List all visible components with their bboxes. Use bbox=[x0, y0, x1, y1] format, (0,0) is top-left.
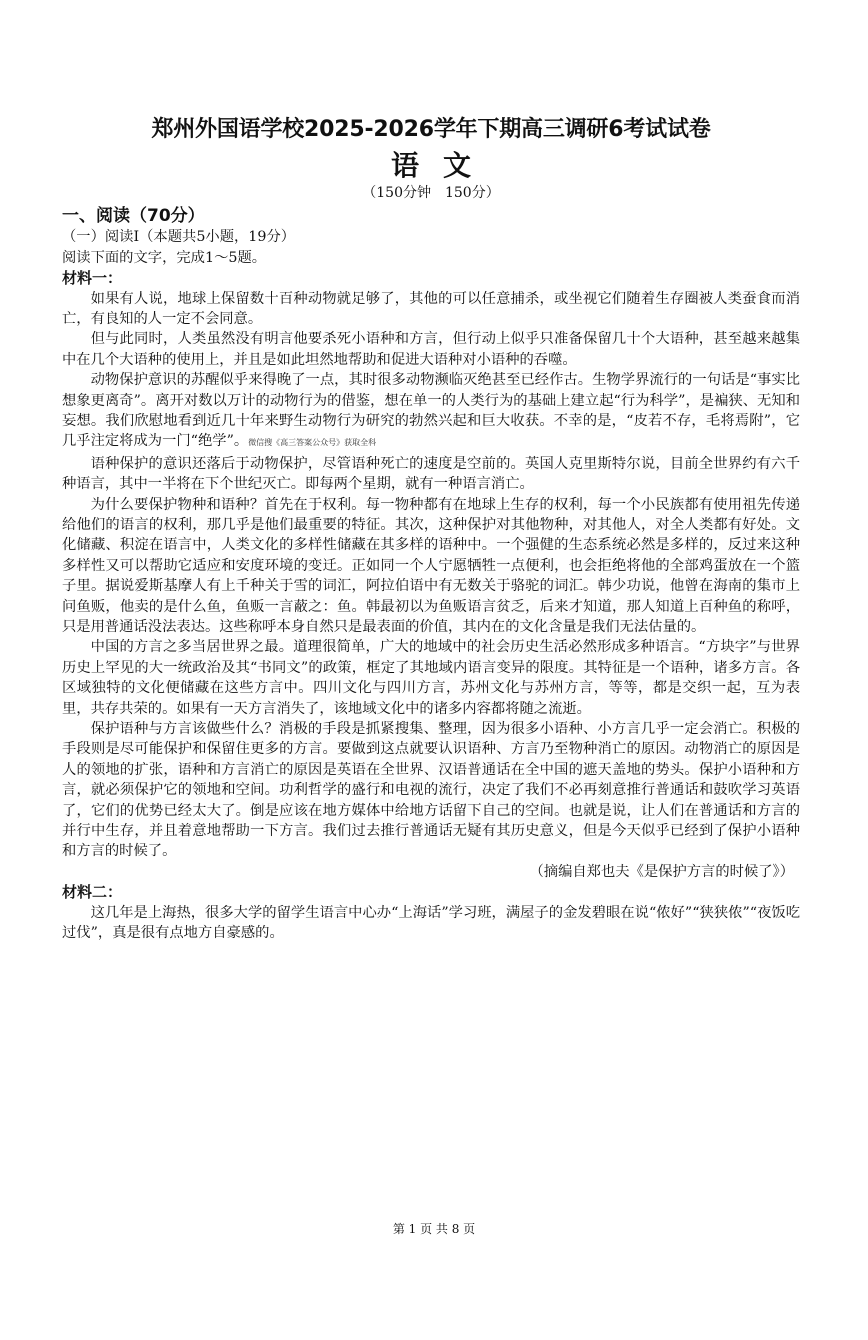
material-one-source: （摘编自郑也夫《是保护方言的时候了》） bbox=[529, 863, 794, 880]
section-title: 一、阅读（70分） bbox=[62, 206, 205, 226]
material-one-title: 材料一： bbox=[62, 269, 123, 287]
material-one-paragraph-5: 为什么要保护物种和语种？首先在于权利。每一物种都有在地球上生存的权利，每一个小民族都有使用祖先传递给他们的语言的权利，那几乎是他们最重要的特征。其次，这种保护对其他物种，对其他人，对全人类都有好处。文化储藏、积淀在语言中，人类文化的多样性储藏在其多样的语种中。一个强健的生态系统必然是多样的，反过来这种多样性又可以帮助它适应和安度环境的变迁。正如同一个人宁愿牺牲一点便利，也会拒绝将他的全部鸡蛋放在一个篮子里。据说爱斯基摩人有上千种关于雪的词汇，阿拉伯语中有无数关于骆驼的词汇。韩少功说，他曾在海南的集市上问鱼贩，他卖的是什么鱼，鱼贩一言蔽之：鱼。韩最初以为鱼贩语言贫乏，后来才知道，那人知道上百种鱼的称呼，只是用普通话没法表达。这些称呼本身自然只是最表面的价值，其内在的文化含量是我们无法估量的。 bbox=[62, 496, 800, 635]
material-one-paragraph-2: 但与此同时，人类虽然没有明言他要杀死小语种和方言，但行动上似乎只准备保留几十个大语种，甚至越来越集中在几个大语种的使用上，并且是如此坦然地帮助和促进大语种对小语种的吞噬。 bbox=[62, 331, 800, 368]
material-two-paragraph-1: 这几年是上海热，很多大学的留学生语言中心办“上海话”学习班，满屋子的金发碧眼在说“侬好”“狭狭侬”“夜饭吃过伐”，真是很有点地方自豪感的。 bbox=[62, 904, 800, 942]
page-number: 第 1 页 共 8 页 bbox=[392, 1222, 476, 1236]
material-one-paragraph-6: 中国的方言之多当居世界之最。道理很简单，广大的地域中的社会历史生活必然形成多种语言。“方块字”与世界历史上罕见的大一统政治及其“书同文”的政策，框定了其地域内语言变异的限度。其特征是一个语种，诸多方言。各区域独特的文化便储藏在这些方言中。四川文化与四川方言，苏州文化与苏州方言，等等，都是交织一起，互为表里，共存共荣的。如果有一天方言消失了，该地域文化中的诸多内容都将随之流逝。 bbox=[62, 639, 800, 717]
instruction: 阅读下面的文字，完成1～5题。 bbox=[62, 249, 267, 266]
material-two-title: 材料二： bbox=[62, 883, 123, 902]
subject-title: 语文 bbox=[390, 149, 495, 182]
material-one-paragraph-3 bbox=[62, 370, 800, 454]
material-one-paragraph-7: 保护语种与方言该做些什么？消极的手段是抓紧搜集、整理，因为很多小语种、小方言几乎一定会消亡。积极的手段则是尽可能保护和保留住更多的方言。要做到这点就要认识语种、方言乃至物种消亡的原因。动物消亡的原因是人的领地的扩张，语种和方言消亡的原因是英语在全世界、汉语普通话在全中国的遮天盖地的势头。保护小语种和方言，就必须保护它的领地和空间。功利哲学的盛行和电视的流行，决定了我们不必再刻意推行普通话和鼓吹学习英语了，它们的优势已经太大了。倒是应该在地方媒体中给地方话留下自己的空间。也就是说，让人们在普通话和方言的并行中生存，并且着意地帮助一下方言。我们过去推行普通话无疑有其历史意义，但是今天似乎已经到了保护小语种和方言的时候了。 bbox=[62, 721, 800, 860]
watermark-note: 微信搜《高三答案公众号》获取全科 bbox=[248, 438, 377, 448]
subsection-title: （一）阅读Ⅰ（本题共5小题，19分） bbox=[62, 229, 296, 245]
material-one-paragraph-4: 语种保护的意识还落后于动物保护，尽管语种死亡的速度是空前的。英国人克里斯特尔说，目前全世界约有六千种语言，其中一半将在下个世纪灭亡。即每两个星期，就有一种语言消亡。 bbox=[62, 455, 800, 493]
time-score-info: （150分钟 150分） bbox=[362, 185, 500, 201]
paragraph-3-text: 动物保护意识的苏醒似乎来得晚了一点，其时很多动物濒临灭绝甚至已经作古。生物学界流行的一句话是“事实比想象更离奇”。离开对数以万计的动物行为的借鉴，想在单一的人类行为的基础上建立起“行为科学”，是褊狭、无知和妄想。我们欣慰地看到近几十年来野生动物行为研究的勃然兴起和巨大收获。不幸的是，“皮若不存，毛将焉附”，它几乎注定将成为一门“绝学”。 bbox=[62, 372, 800, 450]
material-one-paragraph-1: 如果有人说，地球上保留数十百种动物就足够了，其他的可以任意捕杀，或坐视它们随着生存圈被人类蚕食而消亡，有良知的人一定不会同意。 bbox=[62, 290, 800, 327]
exam-title: 郑州外国语学校2025-2026学年下期高三调研6考试试卷 bbox=[151, 117, 711, 142]
exam-page bbox=[0, 113, 868, 1340]
